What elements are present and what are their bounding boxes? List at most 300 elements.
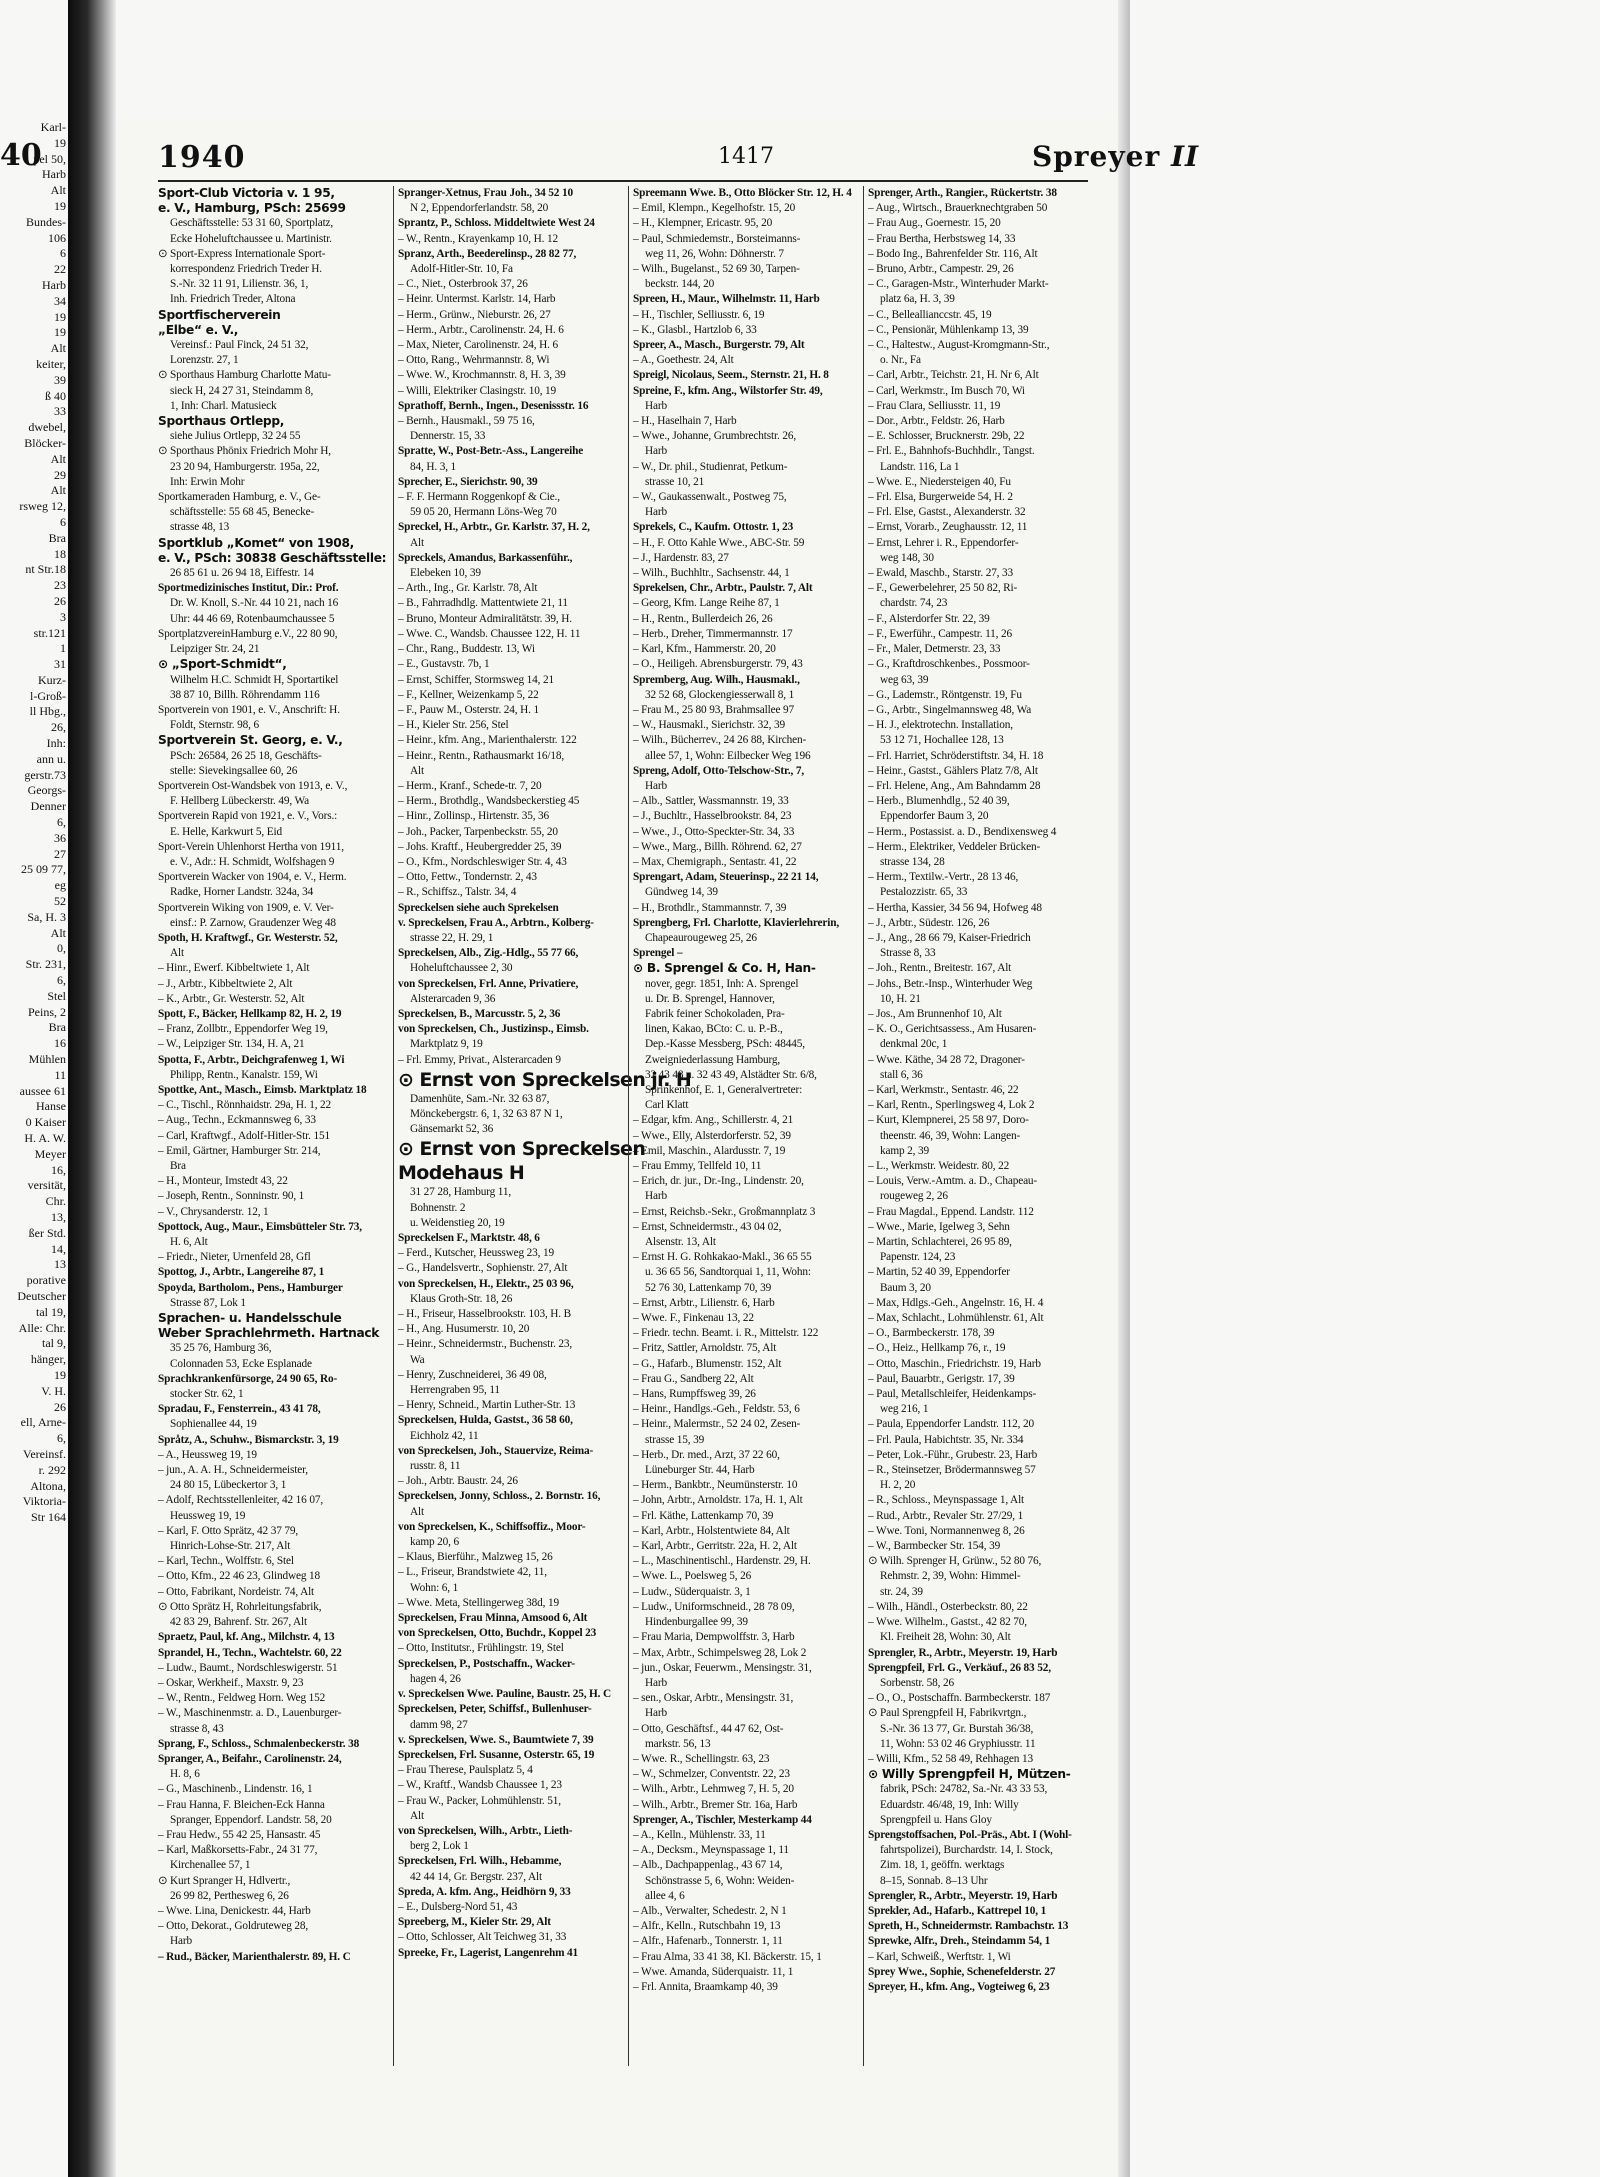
directory-entry: Spreer, A., Masch., Burgerstr. 79, Alt <box>633 339 805 352</box>
directory-entry: – jun., Oskar, Feuerwm., Mensingstr. 31, <box>633 1661 812 1674</box>
directory-entry: – Heinr., Rentn., Rathausmarkt 16/18, <box>398 749 565 762</box>
directory-entry: – Heinr., Malermstr., 52 24 02, Zesen- <box>633 1418 801 1431</box>
directory-entry: 42 44 14, Gr. Bergstr. 237, Alt <box>410 1870 542 1883</box>
directory-entry: e. V., Adr.: H. Schmidt, Wolfshagen 9 <box>170 855 335 868</box>
directory-entry: – Joh., Packer, Tarpenbeckstr. 55, 20 <box>398 825 558 838</box>
directory-entry: – Frl. Emmy, Privat., Alsterarcaden 9 <box>398 1053 561 1066</box>
directory-entry: N 2, Eppendorferlandstr. 58, 20 <box>410 202 549 215</box>
previous-page-line: 6 <box>60 514 66 529</box>
previous-page-line: 6, <box>57 815 66 830</box>
directory-entry: – Karl, Arbtr., Gerritstr. 22a, H. 2, Alt <box>633 1540 797 1553</box>
directory-entry: 23 20 94, Hamburgerstr. 195a, 22, <box>170 460 320 473</box>
directory-entry: russtr. 8, 11 <box>410 1460 461 1473</box>
directory-entry: – Ernst, Vorarb., Zeughausstr. 12, 11 <box>868 521 1028 534</box>
directory-entry: – Wwe., Marg., Billh. Röhrend. 62, 27 <box>633 840 802 853</box>
directory-entry: – Herm., Postassist. a. D., Bendixensweg 4 <box>868 825 1057 838</box>
header-rule <box>158 180 1088 182</box>
directory-entry: – F., Alsterdorfer Str. 22, 39 <box>868 612 990 625</box>
directory-entry: Alsterarcaden 9, 36 <box>410 992 496 1005</box>
directory-entry: markstr. 56, 13 <box>645 1737 711 1750</box>
directory-entry: Radke, Horner Landstr. 324a, 34 <box>170 886 314 899</box>
directory-entry: Mönckebergstr. 6, 1, 32 63 87 N 1, <box>410 1107 563 1120</box>
directory-entry: Spreeberg, M., Kieler Str. 29, Alt <box>398 1916 551 1929</box>
previous-page-line: aussee 61 <box>19 1083 66 1098</box>
directory-entry: Uhr: 44 46 69, Rotenbaumchaussee 5 <box>170 612 335 625</box>
directory-entry: – Wwe., Johanne, Grumbrechtstr. 26, <box>633 430 797 443</box>
previous-page-line: ell, Arne- <box>20 1415 66 1430</box>
directory-entry: – Max, Hdlgs.-Geh., Angelnstr. 16, H. 4 <box>868 1296 1044 1309</box>
directory-entry: – C., Tischl., Rönnhaidstr. 29a, H. 1, 22 <box>158 1099 332 1112</box>
directory-entry: – Otto, Fettw., Tondernstr. 2, 43 <box>398 871 537 884</box>
directory-entry: – Jos., Am Brunnenhof 10, Alt <box>868 1007 1002 1020</box>
directory-entry: Wilhelm H.C. Schmidt H, Sportartikel <box>170 673 339 686</box>
directory-entry: – Ludw., Baumt., Nordschleswigerstr. 51 <box>158 1661 338 1674</box>
directory-entry: Wa <box>410 1353 425 1366</box>
previous-page-line: 18 <box>54 546 66 561</box>
previous-page-line: Inh: <box>46 736 66 751</box>
directory-entry: – Herm., Kranf., Schede-tr. 7, 20 <box>398 779 542 792</box>
directory-entry: chardstr. 74, 23 <box>880 597 948 610</box>
directory-entry: 11, Wohn: 53 02 46 Gryphiusstr. 11 <box>880 1737 1036 1750</box>
directory-entry: Foldt, Sternstr. 98, 6 <box>170 719 259 732</box>
directory-entry: sieck H, 24 27 31, Steindamm 8, <box>170 384 314 397</box>
previous-page-line: 33 <box>54 404 66 419</box>
directory-entry: ⊙ Paul Sprengpfeil H, Fabrikvrtgn., <box>868 1707 1027 1720</box>
directory-entry: – O., Heiz., Hellkamp 76, r., 19 <box>868 1342 1006 1355</box>
directory-entry: – Herb., Dr. med., Arzt, 37 22 60, <box>633 1448 780 1461</box>
directory-entry: Dep.-Kasse Messberg, PSch: 48445, <box>645 1038 805 1051</box>
previous-page-line: 19 <box>54 135 66 150</box>
directory-entry: – Carl, Kraftwgf., Adolf-Hitler-Str. 151 <box>158 1129 330 1142</box>
previous-page-line: 27 <box>54 846 66 861</box>
directory-entry: Leipziger Str. 24, 21 <box>170 643 260 656</box>
directory-entry: – Otto, Kfm., 22 46 23, Glindweg 18 <box>158 1570 320 1583</box>
directory-entry: Harb <box>645 1676 667 1689</box>
directory-entry: Spotta, F., Arbtr., Deichgrafenweg 1, Wi <box>158 1053 345 1066</box>
previous-page-line: Chr. <box>45 1194 66 1209</box>
directory-entry: – Hans, Rumpffsweg 39, 26 <box>633 1388 756 1401</box>
directory-entry: – Wwe., Marie, Igelweg 3, Sehn <box>868 1220 1010 1233</box>
directory-entry: Hinrich-Lohse-Str. 217, Alt <box>170 1540 291 1553</box>
directory-entry: – Max, Schlacht., Lohmühlenstr. 61, Alt <box>868 1312 1044 1325</box>
directory-entry: Sprachen- u. Handelsschule <box>158 1311 342 1326</box>
directory-entry: von Spreckelsen, Otto, Buchdr., Koppel 23 <box>398 1627 597 1640</box>
directory-entry: – Heinr., Handlgs.-Geh., Feldstr. 53, 6 <box>633 1403 800 1416</box>
directory-entry: – Wwe. C., Wandsb. Chaussee 122, H. 11 <box>398 627 581 640</box>
directory-entry: stelle: Sievekingsallee 60, 26 <box>170 764 298 777</box>
directory-entry: Modehaus H <box>398 1162 525 1185</box>
directory-entry: – Joh., Rentn., Breitestr. 167, Alt <box>868 962 1012 975</box>
directory-entry: – Frau Alma, 33 41 38, Kl. Bäckerstr. 15, 1 <box>633 1950 822 1963</box>
directory-entry: Sprang, F., Schloss., Schmalenbeckerstr. 38 <box>158 1737 360 1750</box>
directory-entry: – Karl, Maßkorsetts-Fabr., 24 31 77, <box>158 1844 318 1857</box>
directory-entry: – Wilh., Arbtr., Bremer Str. 16a, Harb <box>633 1798 798 1811</box>
directory-entry: Eppendorfer Baum 3, 20 <box>880 810 989 823</box>
directory-entry: e. V., PSch: 30838 Geschäftsstelle: <box>158 550 387 565</box>
directory-entry: – W., Leipziger Str. 134, H. A, 21 <box>158 1038 305 1051</box>
header-running-head <box>1032 140 1199 173</box>
previous-page-line: gerstr.73 <box>24 767 66 782</box>
directory-entry: von Spreckelsen, H., Elektr., 25 03 96, <box>398 1277 574 1290</box>
directory-entry: – Herb., Dreher, Timmermannstr. 17 <box>633 627 793 640</box>
directory-entry: – Ernst, Schiffer, Stormsweg 14, 21 <box>398 673 554 686</box>
directory-entry: hagen 4, 26 <box>410 1672 461 1685</box>
directory-entry: Spoth, H. Kraftwgf., Gr. Westerstr. 52, <box>158 931 338 944</box>
directory-entry: Dennerstr. 15, 33 <box>410 430 486 443</box>
directory-entry: weg 11, 26, Wohn: Döhnerstr. 7 <box>645 247 784 260</box>
directory-entry: Sprantz, P., Schloss. Middeltwiete West 24 <box>398 217 595 230</box>
directory-entry: – Fr., Maler, Detmerstr. 23, 33 <box>868 643 1001 656</box>
directory-entry: – Heinr., Schneidermstr., Buchenstr. 23, <box>398 1338 573 1351</box>
directory-entry: – J., Arbtr., Südestr. 126, 26 <box>868 916 990 929</box>
directory-entry: Spott, F., Bäcker, Hellkamp 82, H. 2, 19 <box>158 1007 342 1020</box>
directory-entry: – C., Pensionär, Mühlenkamp 13, 39 <box>868 323 1029 336</box>
directory-entry: – Martin, Schlachterei, 26 95 89, <box>868 1236 1012 1249</box>
directory-entry: platz 6a, H. 3, 39 <box>880 293 955 306</box>
directory-entry: Alt <box>410 536 424 549</box>
previous-page-number-fragment: 40 <box>0 138 42 173</box>
previous-page-line: 25 09 77, <box>21 862 66 877</box>
directory-entry: einsf.: P. Zarnow, Graudenzer Weg 48 <box>170 916 336 929</box>
directory-entry: – G., Handelsvertr., Sophienstr. 27, Alt <box>398 1262 568 1275</box>
directory-entry: – Hinr., Ewerf. Kibbeltwiete 1, Alt <box>158 962 310 975</box>
directory-entry: Hindenburgallee 99, 39 <box>645 1616 748 1629</box>
directory-entry: – Hertha, Kassier, 34 56 94, Hofweg 48 <box>868 901 1042 914</box>
directory-entry: – C., Niet., Osterbrook 37, 26 <box>398 278 528 291</box>
directory-entry: – G., Lademstr., Röntgenstr. 19, Fu <box>868 688 1022 701</box>
previous-page-line: 19 <box>54 198 66 213</box>
previous-page-line: dwebel, <box>28 420 66 435</box>
directory-entry: theenstr. 46, 39, Wohn: Langen- <box>880 1129 1021 1142</box>
directory-entry: – Wilh., Bücherrev., 24 26 88, Kirchen- <box>633 734 807 747</box>
directory-entry: Harb <box>645 1190 667 1203</box>
directory-entry: fahrtspolizei), Burchardstr. 14, I. Stock, <box>880 1844 1053 1857</box>
previous-page-line: V. H. <box>41 1383 66 1398</box>
directory-entry: – Johs., Betr.-Insp., Winterhuder Weg <box>868 977 1033 990</box>
previous-page-line: Kurz- <box>38 672 66 687</box>
directory-entry: – Georg, Kfm. Lange Reihe 87, 1 <box>633 597 780 610</box>
directory-entry: Spreckelsen, Hulda, Gastst., 36 58 60, <box>398 1414 573 1427</box>
directory-entry: – V., Chrysanderstr. 12, 1 <box>158 1205 269 1218</box>
directory-entry: Sprachkrankenfürsorge, 24 90 65, Ro- <box>158 1372 338 1385</box>
directory-entry: Spottke, Ant., Masch., Eimsb. Marktplatz 18 <box>158 1083 367 1096</box>
directory-entry: u. Dr. B. Sprengel, Hannover, <box>645 992 775 1005</box>
directory-entry: – Frau Magdal., Eppend. Landstr. 112 <box>868 1205 1034 1218</box>
directory-entry: 26 99 82, Perthesweg 6, 26 <box>170 1889 289 1902</box>
directory-entry: – W., Schmelzer, Conventstr. 22, 23 <box>633 1768 790 1781</box>
directory-entry: – Louis, Verw.-Amtm. a. D., Chapeau- <box>868 1175 1038 1188</box>
previous-page-line: pel 50, <box>33 151 66 166</box>
directory-entry: Sportmedizinisches Institut, Dir.: Prof. <box>158 582 339 595</box>
directory-entry: Spranger, A., Beifahr., Carolinenstr. 24, <box>158 1752 342 1765</box>
directory-entry: Spreng, Adolf, Otto-Telschow-Str., 7, <box>633 764 805 777</box>
previous-page-line: 26 <box>54 1399 66 1414</box>
directory-entry: – John, Arbtr., Arnoldstr. 17a, H. 1, Alt <box>633 1494 803 1507</box>
directory-entry: Spranger-Xetnus, Frau Joh., 34 52 10 <box>398 187 573 199</box>
directory-entry: Wohn: 6, 1 <box>410 1581 459 1594</box>
directory-entry: – Wwe. Wilhelm., Gastst., 42 82 70, <box>868 1616 1027 1629</box>
previous-page-line: Deutscher <box>17 1288 66 1303</box>
directory-entry: – Max, Chemigraph., Sentastr. 41, 22 <box>633 855 797 868</box>
directory-entry: 32 43 48 u. 32 43 49, Alstädter Str. 6/8, <box>645 1068 817 1081</box>
directory-entry: – J., Arbtr., Kibbeltwiete 2, Alt <box>158 977 293 990</box>
directory-entry: – H., Tischler, Selliusstr. 6, 19 <box>633 308 765 321</box>
previous-page-fragment <box>0 120 68 1880</box>
directory-entry: – Karl, Kfm., Hammerstr. 20, 20 <box>633 643 776 656</box>
previous-page-line: Vereinsf. <box>23 1446 66 1461</box>
directory-entry: strasse 22, H. 29, 1 <box>410 931 494 944</box>
directory-entry: – Otto, Maschin., Friedrichstr. 19, Harb <box>868 1357 1041 1370</box>
directory-entry: Spreeke, Fr., Lagerist, Langenrehm 41 <box>398 1946 579 1959</box>
previous-page-line: 34 <box>54 293 66 308</box>
directory-entry: – Herm., Textilw.-Vertr., 28 13 46, <box>868 871 1019 884</box>
directory-entry: 24 80 15, Lübeckertor 3, 1 <box>170 1479 287 1492</box>
directory-entry: Kl. Freiheit 28, Wohn: 30, Alt <box>880 1631 1011 1644</box>
directory-entry: – Henry, Zuschneiderei, 36 49 08, <box>398 1368 547 1381</box>
directory-entry: – Emil, Maschin., Alardusstr. 7, 19 <box>633 1144 786 1157</box>
directory-entry: Spottock, Aug., Maur., Eimsbütteler Str. 73, <box>158 1220 362 1233</box>
directory-entry: – A., Decksm., Meynspassage 1, 11 <box>633 1844 789 1857</box>
directory-entry: 59 05 20, Hermann Löns-Weg 70 <box>410 506 557 519</box>
directory-entry: beckstr. 144, 20 <box>645 278 715 291</box>
directory-entry: Harb <box>645 779 667 792</box>
header-year: 1940 <box>158 140 246 175</box>
directory-entry: Sprengberg, Frl. Charlotte, Klavierlehrerin, <box>633 916 840 929</box>
book-gutter-shadow <box>68 0 116 2177</box>
directory-entry: Heussweg 19, 19 <box>170 1509 246 1522</box>
previous-page-line: 31 <box>54 657 66 672</box>
directory-entry: – Oskar, Werkheif., Maxstr. 9, 23 <box>158 1676 304 1689</box>
directory-entry: Lüneburger Str. 44, Harb <box>645 1464 755 1477</box>
directory-entry: – L., Werkmstr. Weidestr. 80, 22 <box>868 1160 1010 1172</box>
previous-page-line: Altona, <box>30 1478 66 1493</box>
directory-entry: – Heinr., Gastst., Gählers Platz 7/8, Alt <box>868 764 1038 777</box>
directory-entry: strasse 8, 43 <box>170 1722 224 1735</box>
directory-entry: – Frau Clara, Selliusstr. 11, 19 <box>868 399 1001 412</box>
directory-entry: H. 2, 20 <box>880 1479 916 1492</box>
directory-entry: Spranz, Arth., Beederelinsp., 28 82 77, <box>398 247 577 260</box>
directory-entry: Pestalozzistr. 65, 33 <box>880 886 968 899</box>
directory-entry: – Rud., Arbtr., Revaler Str. 27/29, 1 <box>868 1509 1024 1522</box>
directory-entry: ⊙ Otto Sprätz H, Rohrleitungsfabrik, <box>158 1600 322 1613</box>
previous-page-line: 1 <box>60 641 66 656</box>
directory-entry: – A., Goethestr. 24, Alt <box>633 354 734 367</box>
previous-page-line: Viktoria- <box>22 1494 66 1509</box>
directory-entry: – Bruno, Arbtr., Campestr. 29, 26 <box>868 263 1014 276</box>
directory-entry: – Ernst, Arbtr., Lilienstr. 6, Harb <box>633 1296 775 1309</box>
previous-page-line: Alt <box>50 925 66 940</box>
directory-entry: – Friedr. techn. Beamt. i. R., Mittelstr. 122 <box>633 1327 819 1340</box>
directory-entry: Harb <box>645 399 667 412</box>
directory-entry: – Frl. Elsa, Burgerweide 54, H. 2 <box>868 491 1013 504</box>
directory-entry: – H., Rentn., Bullerdeich 26, 26 <box>633 612 773 625</box>
directory-entry: Zweigniederlassung Hamburg, <box>645 1053 781 1066</box>
directory-entry: 10, H. 21 <box>880 992 921 1005</box>
directory-entry: Sportverein Wacker von 1904, e. V., Herm. <box>158 871 347 884</box>
directory-entry: Sorbenstr. 58, 26 <box>880 1676 955 1689</box>
directory-entry: Inh. Friedrich Treder, Altona <box>170 293 296 306</box>
directory-entry: ⊙ Willy Sprengpfeil H, Mützen- <box>868 1767 1071 1782</box>
directory-entry: – L., Maschinentischl., Hardenstr. 29, H. <box>633 1555 811 1568</box>
directory-entry: – Wwe. Lina, Denickestr. 44, Harb <box>158 1904 311 1917</box>
directory-entry: – H. J., elektrotechn. Installation, <box>868 719 1013 732</box>
directory-entry: – Frau Hedw., 55 42 25, Hansastr. 45 <box>158 1828 321 1841</box>
directory-entry: kamp 20, 6 <box>410 1536 460 1549</box>
directory-entry: – Otto, Schlosser, Alt Teichweg 31, 33 <box>398 1931 567 1944</box>
header-page-number: 1417 <box>718 144 774 169</box>
previous-page-line: 29 <box>54 467 66 482</box>
directory-entry: – Otto, Dekorat., Goldruteweg 28, <box>158 1920 309 1933</box>
directory-entry: – Bruno, Monteur Admiralitätstr. 39, H. <box>398 612 572 625</box>
directory-entry: 31 27 28, Hamburg 11, <box>410 1186 512 1199</box>
directory-entry: – Max, Arbtr., Schimpelsweg 28, Lok 2 <box>633 1646 807 1659</box>
previous-page-line: Alle: Chr. <box>18 1320 66 1335</box>
directory-entry: – R., Schiffsz., Talstr. 34, 4 <box>398 886 517 899</box>
directory-entry: Spreyer, H., kfm. Ang., Vogteiweg 6, 23 <box>868 1980 1050 1993</box>
directory-entry: – W., Gaukassenwalt., Postweg 75, <box>633 491 787 504</box>
directory-entry: – Friedr., Nieter, Urnenfeld 28, Gfl <box>158 1251 311 1264</box>
directory-entry: – Aug., Techn., Eckmannsweg 6, 33 <box>158 1114 316 1127</box>
directory-entry: str. 24, 39 <box>880 1585 923 1598</box>
directory-entry: – Wwe. E., Niedersteigen 40, Fu <box>868 475 1011 488</box>
directory-entry: – Johs. Kraftf., Heubergredder 25, 39 <box>398 840 562 853</box>
previous-page-line: 3 <box>60 609 66 624</box>
directory-entry: ⊙ Wilh. Sprenger H, Grünw., 52 80 76, <box>868 1555 1042 1568</box>
running-head-number: II <box>1170 140 1200 173</box>
directory-entry: – Paul, Metallschleifer, Heidenkamps- <box>868 1388 1037 1401</box>
previous-page-line: Karl- <box>40 120 66 134</box>
previous-page-line: ßer Std. <box>28 1225 66 1240</box>
previous-page-line: Alt <box>50 483 66 498</box>
directory-entry: – Carl, Werkmstr., Im Busch 70, Wi <box>868 384 1025 397</box>
directory-entry: – Alb., Sattler, Wassmannstr. 19, 33 <box>633 795 789 808</box>
directory-entry: Spranger, Eppendorf. Landstr. 58, 20 <box>170 1813 332 1826</box>
directory-entry: – Peter, Lok.-Führ., Grubestr. 23, Harb <box>868 1448 1038 1461</box>
directory-entry: Carl Klatt <box>645 1099 689 1112</box>
previous-page-line: hänger, <box>30 1352 66 1367</box>
directory-entry: – Dor., Arbtr., Feldstr. 26, Harb <box>868 415 1005 428</box>
directory-entry: nover, gegr. 1851, Inh: A. Sprengel <box>645 977 799 990</box>
directory-entry: Klaus Groth-Str. 18, 26 <box>410 1292 513 1305</box>
directory-entry: Harb <box>645 1707 667 1720</box>
previous-page-line: Blöcker- <box>24 435 66 450</box>
directory-entry: – Alfr., Kelln., Rutschbahn 19, 13 <box>633 1920 781 1933</box>
directory-entry: – Frl. Harriet, Schröderstiftstr. 34, H. 18 <box>868 749 1044 762</box>
previous-page-line: 26, <box>51 720 66 735</box>
directory-entry: – Karl, Werkmstr., Sentastr. 46, 22 <box>868 1083 1019 1096</box>
directory-entry: 26 85 61 u. 26 94 18, Eiffestr. 14 <box>170 567 314 580</box>
previous-page-line: str.121 <box>33 625 66 640</box>
directory-entry: – Wwe. Toni, Normannenweg 8, 26 <box>868 1524 1025 1537</box>
directory-column-4 <box>863 186 1096 2066</box>
directory-entry: – Karl, Rentn., Sperlingsweg 4, Lok 2 <box>868 1099 1035 1112</box>
previous-page-line: rsweg 12, <box>19 499 66 514</box>
directory-entry: – Frl. Annita, Braamkamp 40, 39 <box>633 1980 778 1993</box>
directory-entry: Spreckelsen, Frau Minna, Amsood 6, Alt <box>398 1612 588 1625</box>
directory-entry: – W., Barmbecker Str. 154, 39 <box>868 1540 1001 1553</box>
directory-entry: – Wilh., Arbtr., Lehmweg 7, H. 5, 20 <box>633 1783 794 1796</box>
directory-entry: Kirchenallee 57, 1 <box>170 1859 251 1872</box>
directory-entry: – Frl. E., Bahnhofs-Buchhdlr., Tangst. <box>868 445 1035 458</box>
directory-entry: – Otto, Rang., Wehrmannstr. 8, Wi <box>398 354 550 367</box>
directory-entry: – Frau Emmy, Tellfeld 10, 11 <box>633 1160 762 1172</box>
directory-entry: – Chr., Rang., Buddestr. 13, Wi <box>398 643 535 656</box>
directory-entry: – Paul, Bauarbtr., Gerigstr. 17, 39 <box>868 1372 1015 1385</box>
previous-page-line: 6 <box>60 246 66 261</box>
directory-entry: e. V., Hamburg, PSch: 25699 <box>158 201 346 216</box>
directory-entry: Sprecher, E., Sierichstr. 90, 39 <box>398 475 538 488</box>
directory-entry: denkmal 20c, 1 <box>880 1038 948 1051</box>
directory-entry: – Wwe. Käthe, 34 28 72, Dragoner- <box>868 1053 1025 1066</box>
directory-entry: – Klaus, Bierführ., Malzweg 15, 26 <box>398 1551 553 1564</box>
directory-column-1 <box>158 186 386 2066</box>
directory-entry: – Bodo Ing., Bahrenfelder Str. 116, Alt <box>868 247 1038 260</box>
directory-entry: Spreckel, H., Arbtr., Gr. Karlstr. 37, H. 2, <box>398 521 590 534</box>
directory-entry: Marktplatz 9, 19 <box>410 1038 483 1051</box>
directory-entry: weg 148, 30 <box>880 551 934 564</box>
directory-entry: Sprathoff, Bernh., Ingen., Desenissstr. 16 <box>398 399 589 412</box>
directory-entry: 1, Inh: Charl. Matusieck <box>170 399 277 412</box>
directory-entry: – G., Kraftdroschkenbes., Possmoor- <box>868 658 1030 671</box>
directory-entry: weg 216, 1 <box>880 1403 929 1416</box>
directory-entry: 32 52 68, Glockengiesserwall 8, 1 <box>645 688 795 701</box>
directory-entry: – H., Kieler Str. 256, Stel <box>398 719 509 732</box>
previous-page-line: tal 9, <box>42 1336 66 1351</box>
directory-entry: ⊙ Sport-Express Internationale Sport- <box>158 247 326 260</box>
directory-entry: Sprinkenhof, E. 1, Generalvertreter: <box>645 1083 803 1096</box>
previous-page-line: ll Hbg., <box>29 704 66 719</box>
previous-page-line: 6, <box>57 1431 66 1446</box>
directory-entry: – Frau Bertha, Herbstsweg 14, 33 <box>868 232 1016 245</box>
previous-page-line: H. A. W. <box>24 1131 66 1145</box>
directory-entry: – Wwe. W., Krochmannstr. 8, H. 3, 39 <box>398 369 566 382</box>
previous-page-line: 22 <box>54 262 66 277</box>
directory-entry: Sportverein St. Georg, e. V., <box>158 733 343 748</box>
directory-entry: Schönstrasse 5, 6, Wohn: Weiden- <box>645 1874 795 1887</box>
previous-page-line: 26 <box>54 593 66 608</box>
directory-entry: – H., Klempner, Ericastr. 95, 20 <box>633 217 773 230</box>
previous-page-line: 11 <box>54 1067 66 1082</box>
directory-entry: schäftsstelle: 55 68 45, Benecke- <box>170 506 315 519</box>
directory-entry: Sprekels, C., Kaufm. Ottostr. 1, 23 <box>633 521 794 534</box>
directory-entry: – Arth., Ing., Gr. Karlstr. 78, Alt <box>398 582 538 595</box>
directory-entry: rougeweg 2, 26 <box>880 1190 948 1203</box>
directory-entry: – Frl. Helene, Ang., Am Bahndamm 28 <box>868 779 1041 792</box>
previous-page-line: keiter, <box>36 356 66 371</box>
directory-entry: – Kurt, Klempnerei, 25 58 97, Doro- <box>868 1114 1029 1127</box>
directory-entry: Harb <box>170 1935 192 1948</box>
directory-entry: – C., Haltestw., August-Kromgmann-Str., <box>868 339 1050 352</box>
directory-entry: allee 4, 6 <box>645 1889 685 1902</box>
directory-entry: Gündweg 14, 39 <box>645 886 718 899</box>
directory-entry: Spradau, F., Fensterrein., 43 41 78, <box>158 1403 321 1416</box>
directory-entry: Alsenstr. 13, Alt <box>645 1236 716 1249</box>
directory-entry: Spreckelsen, Frl. Susanne, Osterstr. 65, 19 <box>398 1748 595 1761</box>
directory-entry: – H., Haselhain 7, Harb <box>633 415 737 428</box>
previous-page-line: Str 164 <box>30 1510 66 1525</box>
directory-entry: – Wwe. R., Schellingstr. 63, 23 <box>633 1752 770 1765</box>
directory-entry: – Ernst, Reichsb.-Sekr., Großmannplatz 3 <box>633 1205 816 1218</box>
directory-entry: Spreckelsen, P., Postschaffn., Wacker- <box>398 1657 575 1670</box>
previous-page-line: l-Groß- <box>30 688 66 703</box>
directory-entry: 53 12 71, Hochallee 128, 13 <box>880 734 1004 747</box>
directory-entry: Hoheluftchaussee 2, 30 <box>410 962 513 975</box>
previous-page-line: Bra <box>48 530 66 545</box>
page-edge <box>1118 0 1130 2177</box>
directory-entry: Sportverein Wiking von 1909, e. V. Ver- <box>158 901 334 914</box>
directory-entry: Sprekler, Ad., Hafarb., Kattrepel 10, 1 <box>868 1904 1047 1917</box>
directory-entry: Sportverein Rapid von 1921, e. V., Vors.: <box>158 810 338 823</box>
